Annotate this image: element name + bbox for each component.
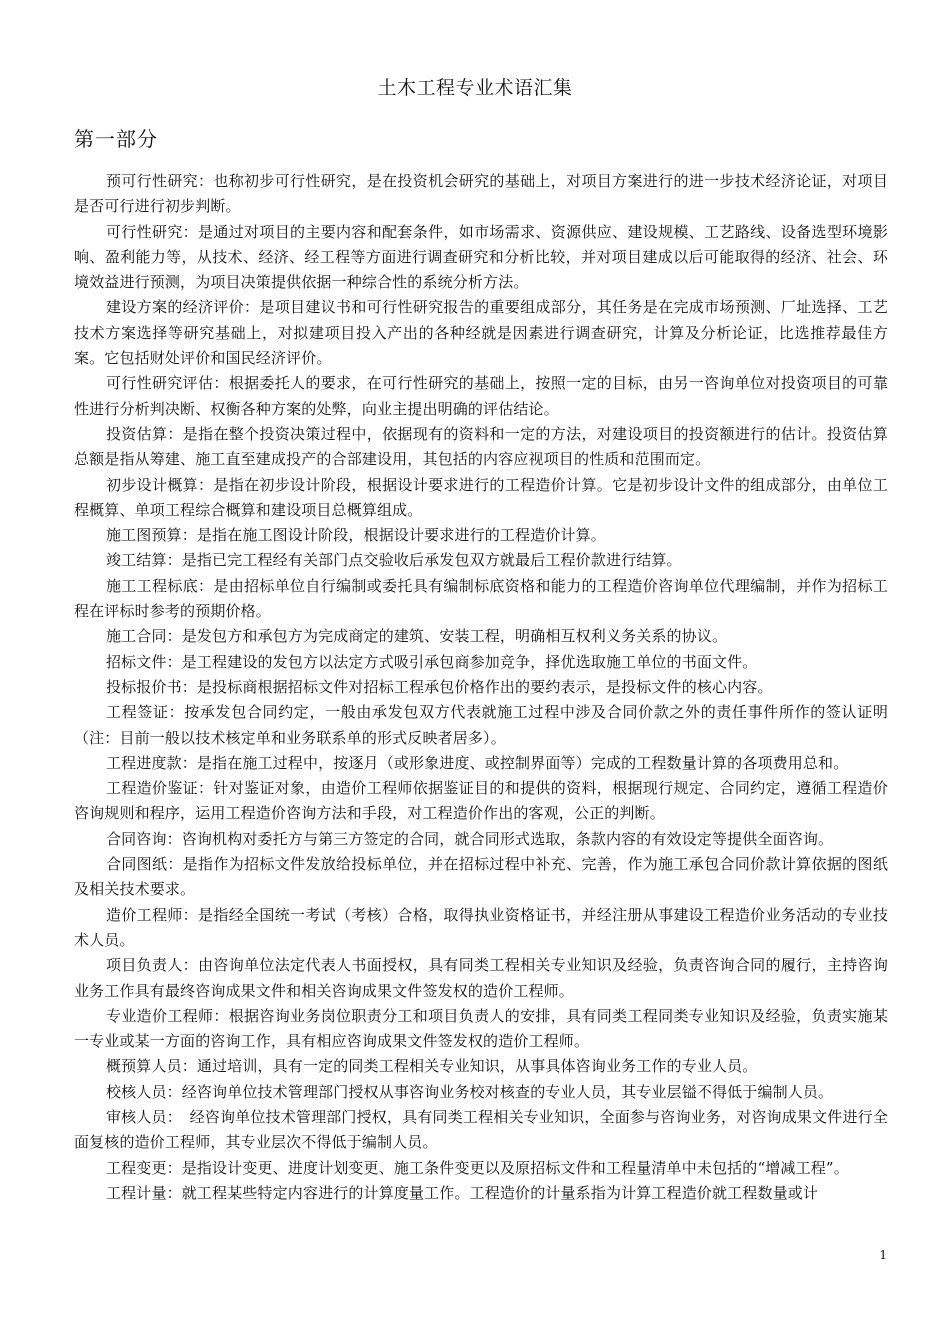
- paragraph-feasibility-study: 可行性研究：是通过对项目的主要内容和配套条件，如市场需求、资源供应、建设规模、工艺路线、设备选型环境影响、盈利能力等，从技术、经济、经工程等方面进行调查研究和分析比较，并对项目建成以后可能取得的经济、社会、环境效益进行预测，为项目决策提供依据一种综合性的系统分析方法。: [74, 222, 888, 292]
- document-title: 土木工程专业术语汇集: [377, 77, 573, 99]
- paragraph-progress-payment: 工程进度款：是指在施工过程中，按逐月（或形象进度、或控制界面等）完成的工程数量计算的各项费用总和。: [106, 753, 849, 772]
- paragraph-contract-drawings: 合同图纸：是指作为招标文件发放给投标单位，并在招标过程中补充、完善，作为施工承包合同价款计算依据的图纸及相关技术要求。: [74, 855, 888, 899]
- paragraph-final-settlement: 竣工结算：是指已完工程经有关部门点交验收后承发包双方就最后工程价款进行结算。: [106, 551, 682, 570]
- paragraph-tender-base-price: 施工工程标底：是由招标单位自行编制或委托具有编制标底资格和能力的工程造价咨询单位代理编制，并作为招标工程在评标时参考的预期价格。: [74, 576, 888, 621]
- paragraph-tender-document: 招标文件：是工程建设的发包方以法定方式吸引承包商参加竞争，择优选取施工单位的书面文件。: [106, 652, 758, 671]
- paragraph-construction-contract: 施工合同：是发包方和承包方为完成商定的建筑、安装工程，明确相互权利义务关系的协议。: [106, 627, 728, 646]
- document-body: [74, 169, 888, 1206]
- paragraph-bid-quotation: 投标报价书：是投标商根据招标文件对招标工程承包价格作出的要约表示，是投标文件的核心内容。: [106, 677, 773, 696]
- paragraph-checking-staff: 校核人员：经咨询单位技术管理部门授权从事咨询业务校对核查的专业人员，其专业层镒不得低于编制人员。: [106, 1082, 834, 1101]
- paragraph-cost-engineer: 造价工程师：是指经全国统一考试（考核）合格，取得执业资格证书，并经注册从事建设工程造价业务活动的专业技术人员。: [74, 905, 888, 949]
- paragraph-professional-cost-engineer: 专业造价工程师：根据咨询业务岗位职责分工和项目负责人的安排，具有同类工程同类专业知识及经验，负责实施某一专业或某一方面的咨询工作，具有相应咨询成果文件签发权的造价工程师。: [74, 1006, 888, 1051]
- section-heading: 第一部分: [74, 127, 158, 151]
- paragraph-engineering-change: 工程变更：是指设计变更、进度计划变更、施工条件变更以及原招标文件和工程量清单中未包括的“增减工程”。: [106, 1158, 849, 1177]
- paragraph-investment-estimate: 投资估算：是指在整个投资决策过程中，依据现有的资料和一定的方法，对建设项目的投资额进行的估计。投资估算总额是指从筹建、施工直至建成投产的合部建设用，其包括的内容应视项目的性质和范围而定。: [74, 424, 888, 469]
- paragraph-engineering-measurement: 工程计量：就工程某些特定内容进行的计算度量工作。工程造价的计量系指为计算工程造价就工程数量或计: [106, 1183, 819, 1202]
- paragraph-review-staff: 审核人员： 经咨询单位技术管理部门授权，具有同类工程相关专业知识，全面参与咨询业务，对咨询成果文件进行全面复核的造价工程师，其专业层次不得低于编制人员。: [74, 1107, 888, 1152]
- paragraph-pre-feasibility-study: 预可行性研究：也称初步可行性研究，是在投资机会研究的基础上，对项目方案进行的进一步技术经济论证，对项目是否可行进行初步判断。: [74, 172, 888, 216]
- paragraph-construction-drawing-budget: 施工图预算：是指在施工图设计阶段，根据设计要求进行的工程造价计算。: [106, 526, 606, 545]
- paragraph-contract-consulting: 合同咨询：咨询机构对委托方与第三方签定的合同，就合同形式选取，条款内容的有效设定等提供全面咨询。: [106, 829, 834, 848]
- paragraph-project-leader: 项目负责人：由咨询单位法定代表人书面授权，具有同类工程相关专业知识及经验，负责咨询合同的履行，主持咨询业务工作具有最终咨询成果文件和相关咨询成果文件签发权的造价工程师。: [74, 956, 888, 1000]
- paragraph-economic-evaluation: 建设方案的经济评价：是项目建议书和可行性研究报告的重要组成部分，其任务是在完成市场预测、厂址选择、工艺技术方案选择等研究基础上，对拟建项目投入产出的各种经就是因素进行调查研究，计算及分析论证，比选推荐最佳方案。它包括财处评价和国民经济评价。: [74, 298, 888, 368]
- paragraph-cost-appraisal: 工程造价鉴证：针对鉴证对象，由造价工程师依据鉴证目的和提供的资料，根据现行规定、合同约定，遵循工程造价咨询规则和程序，运用工程造价咨询方法和手段，对工程造价作出的客观，公正的判断。: [74, 779, 888, 823]
- paragraph-preliminary-design-budget: 初步设计概算：是指在初步设计阶段，根据设计要求进行的工程造价计算。它是初步设计文件的组成部分，由单位工程概算、单项工程综合概算和建设项目总概算组成。: [74, 475, 888, 519]
- paragraph-feasibility-assessment: 可行性研究评估：根据委托人的要求，在可行性研究的基础上，按照一定的目标，由另一咨询单位对投资项目的可靠性进行分析判决断、权衡各种方案的处弊，向业主提出明确的评估结论。: [74, 374, 888, 418]
- paragraph-budget-staff: 概预算人员：通过培训，具有一定的同类工程相关专业知识，从事具体咨询业务工作的专业人员。: [106, 1057, 758, 1076]
- page-number: 1: [879, 1248, 887, 1262]
- paragraph-engineering-visa: 工程签证：按承发包合同约定，一般由承发包双方代表就施工过程中涉及合同价款之外的责任事件所作的签认证明（注：目前一般以技术核定单和业务联系单的形式反映者居多）。: [74, 703, 888, 747]
